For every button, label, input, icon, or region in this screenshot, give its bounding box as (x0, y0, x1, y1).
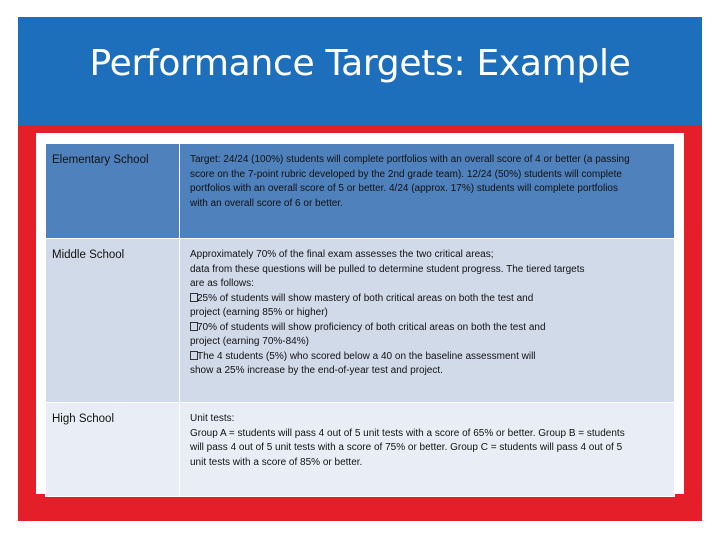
text-line: will pass 4 out of 5 unit tests with a score of 75% or better. Group C = students will pass 4 out of 5 (190, 442, 623, 453)
text-line: project (earning 70%-84%) (190, 336, 309, 347)
bullet-line (190, 350, 668, 365)
text-line: Unit tests: (190, 413, 235, 424)
bullet-line (190, 321, 668, 336)
bullet-text: The 4 students (5%) who scored below a 40 on the baseline assessment will (197, 350, 536, 362)
text-line: Target: 24/24 (100%) students will complete portfolios with an overall score of 4 or better (a passing (190, 154, 630, 165)
bullet-text: 25% of students will show mastery of both critical areas on both the test and (197, 292, 534, 304)
text-line: are as follows: (190, 278, 254, 289)
text-line: portfolios with an overall score of 5 or better. 4/24 (approx. 17%) students will complete portfolios (190, 183, 618, 194)
row-label-high: High School (46, 403, 180, 497)
row-label-elementary: Elementary School (46, 144, 180, 239)
bullet-line (190, 292, 668, 307)
row-text-elementary (180, 144, 675, 239)
text-line: show a 25% increase by the end-of-year test and project. (190, 365, 443, 376)
table-row-high (46, 403, 675, 497)
title-bar (18, 17, 702, 125)
text-line: project (earning 85% or higher) (190, 307, 328, 318)
text-line: unit tests with a score of 85% or better. (190, 456, 363, 468)
performance-targets-table (45, 143, 675, 497)
text-line: data from these questions will be pulled to determine student progress. The tiered targets (190, 263, 585, 275)
row-text-middle (180, 239, 675, 403)
text-line: score on the 7-point rubric developed by the 2nd grade team). 12/24 (50%) students will complete (190, 168, 622, 180)
text-line: Approximately 70% of the final exam assesses the two critical areas; (190, 249, 494, 260)
text-line: with an overall score of 6 or better. (190, 197, 343, 209)
table-row-middle (46, 239, 675, 403)
text-line: Group A = students will pass 4 out of 5 unit tests with a score of 65% or better. Group B = students (190, 427, 625, 439)
row-label-middle: Middle School (46, 239, 180, 403)
table-row-elementary (46, 144, 675, 239)
slide-title: Performance Targets: Example (89, 43, 631, 84)
bullet-text: 70% of students will show proficiency of both critical areas on both the test and (197, 321, 546, 333)
row-text-high (180, 403, 675, 497)
